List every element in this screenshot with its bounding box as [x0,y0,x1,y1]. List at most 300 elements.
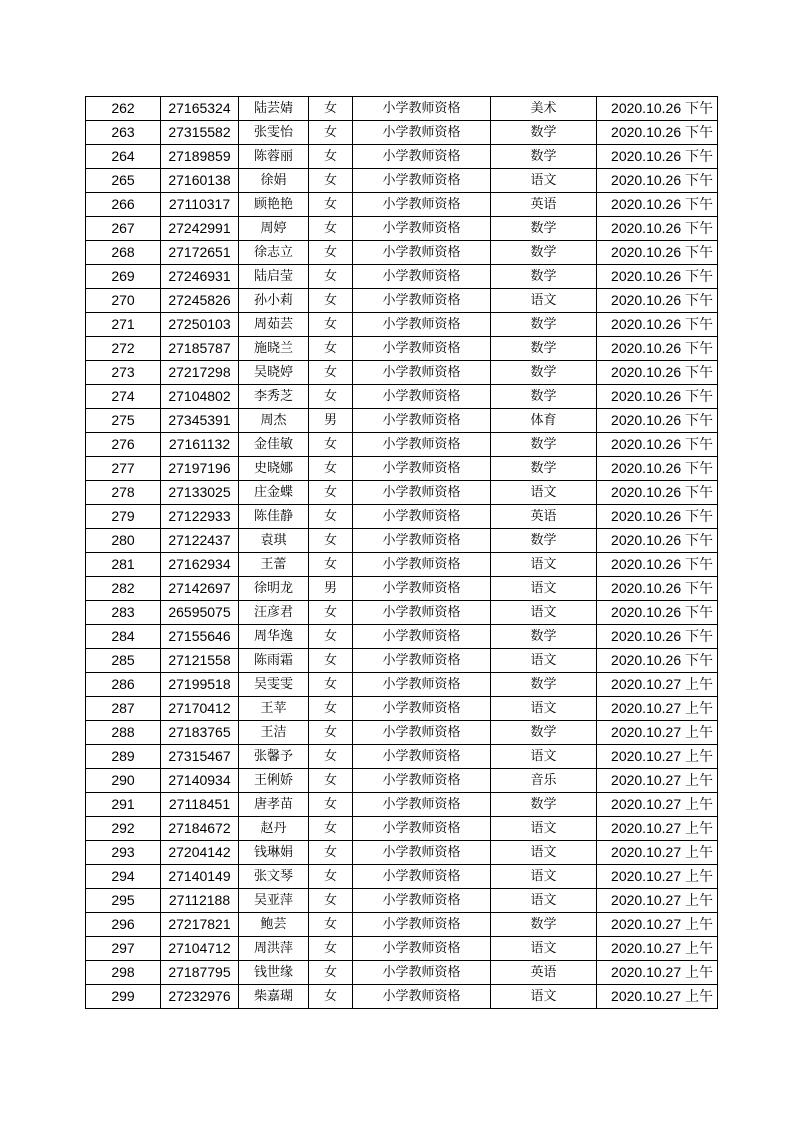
candidate-name: 徐明龙 [239,577,309,601]
candidate-gender: 女 [309,721,353,745]
certificate-category: 小学教师资格 [353,793,491,817]
table-row [86,985,718,1009]
candidate-gender: 女 [309,145,353,169]
row-number: 267 [86,217,161,241]
table-row [86,577,718,601]
certificate-category: 小学教师资格 [353,385,491,409]
exam-subject: 语文 [491,745,597,769]
candidate-id: 27140149 [161,865,239,889]
candidate-gender: 女 [309,97,353,121]
row-number: 276 [86,433,161,457]
candidate-name: 钱世缘 [239,961,309,985]
candidate-gender: 女 [309,481,353,505]
table-row [86,241,718,265]
table-row [86,649,718,673]
exam-subject: 语文 [491,553,597,577]
table-row [86,121,718,145]
interview-time: 2020.10.26 下午 [597,625,718,649]
exam-subject: 语文 [491,601,597,625]
interview-time: 2020.10.27 上午 [597,745,718,769]
certificate-category: 小学教师资格 [353,409,491,433]
candidate-name: 陈佳静 [239,505,309,529]
table-row [86,697,718,721]
table-row [86,169,718,193]
certificate-category: 小学教师资格 [353,577,491,601]
row-number: 296 [86,913,161,937]
row-number: 288 [86,721,161,745]
candidate-name: 金佳敏 [239,433,309,457]
candidate-id: 27122933 [161,505,239,529]
candidate-id: 27242991 [161,217,239,241]
candidate-gender: 女 [309,793,353,817]
row-number: 262 [86,97,161,121]
candidate-id: 27140934 [161,769,239,793]
table-row [86,505,718,529]
exam-subject: 数学 [491,313,597,337]
exam-subject: 数学 [491,529,597,553]
candidate-gender: 女 [309,433,353,457]
candidate-id: 27172651 [161,241,239,265]
candidate-id: 27315582 [161,121,239,145]
candidate-gender: 女 [309,505,353,529]
table-row [86,745,718,769]
exam-subject: 数学 [491,121,597,145]
table-row [86,937,718,961]
table-row [86,265,718,289]
exam-subject: 语文 [491,481,597,505]
certificate-category: 小学教师资格 [353,265,491,289]
row-number: 265 [86,169,161,193]
exam-subject: 语文 [491,985,597,1009]
interview-time: 2020.10.26 下午 [597,649,718,673]
certificate-category: 小学教师资格 [353,745,491,769]
table-row [86,889,718,913]
exam-subject: 语文 [491,841,597,865]
table-row [86,433,718,457]
candidate-name: 吴晓婷 [239,361,309,385]
certificate-category: 小学教师资格 [353,97,491,121]
candidate-gender: 女 [309,241,353,265]
candidate-id: 27246931 [161,265,239,289]
interview-time: 2020.10.26 下午 [597,217,718,241]
table-row [86,529,718,553]
certificate-category: 小学教师资格 [353,433,491,457]
row-number: 286 [86,673,161,697]
interview-time: 2020.10.27 上午 [597,769,718,793]
table-row [86,193,718,217]
candidate-id: 27161132 [161,433,239,457]
candidate-gender: 女 [309,601,353,625]
row-number: 293 [86,841,161,865]
certificate-category: 小学教师资格 [353,865,491,889]
interview-time: 2020.10.26 下午 [597,97,718,121]
row-number: 290 [86,769,161,793]
exam-subject: 数学 [491,385,597,409]
certificate-category: 小学教师资格 [353,145,491,169]
candidate-name: 陆启莹 [239,265,309,289]
certificate-category: 小学教师资格 [353,121,491,145]
candidate-name: 周杰 [239,409,309,433]
certificate-category: 小学教师资格 [353,361,491,385]
interview-time: 2020.10.27 上午 [597,841,718,865]
candidate-gender: 女 [309,697,353,721]
candidate-gender: 女 [309,289,353,313]
candidate-gender: 女 [309,217,353,241]
table-row [86,553,718,577]
certificate-category: 小学教师资格 [353,193,491,217]
row-number: 282 [86,577,161,601]
candidate-gender: 女 [309,985,353,1009]
candidate-gender: 女 [309,313,353,337]
certificate-category: 小学教师资格 [353,721,491,745]
exam-subject: 语文 [491,697,597,721]
certificate-category: 小学教师资格 [353,601,491,625]
row-number: 278 [86,481,161,505]
candidate-gender: 女 [309,121,353,145]
certificate-category: 小学教师资格 [353,625,491,649]
interview-time: 2020.10.26 下午 [597,313,718,337]
candidate-name: 袁琪 [239,529,309,553]
table-row [86,217,718,241]
candidate-id: 27122437 [161,529,239,553]
table-row [86,961,718,985]
candidate-id: 27165324 [161,97,239,121]
interview-time: 2020.10.27 上午 [597,985,718,1009]
candidate-name: 吴亚萍 [239,889,309,913]
candidate-gender: 女 [309,457,353,481]
certificate-category: 小学教师资格 [353,817,491,841]
certificate-category: 小学教师资格 [353,553,491,577]
candidate-name: 孙小莉 [239,289,309,313]
candidate-id: 27204142 [161,841,239,865]
exam-subject: 语文 [491,649,597,673]
row-number: 266 [86,193,161,217]
interview-time: 2020.10.27 上午 [597,913,718,937]
certificate-category: 小学教师资格 [353,913,491,937]
exam-subject: 音乐 [491,769,597,793]
certificate-category: 小学教师资格 [353,529,491,553]
exam-subject: 英语 [491,193,597,217]
candidate-gender: 女 [309,745,353,769]
interview-time: 2020.10.27 上午 [597,721,718,745]
interview-time: 2020.10.26 下午 [597,505,718,529]
candidate-name: 周茹芸 [239,313,309,337]
candidate-id: 27118451 [161,793,239,817]
row-number: 289 [86,745,161,769]
certificate-category: 小学教师资格 [353,505,491,529]
row-number: 298 [86,961,161,985]
certificate-category: 小学教师资格 [353,289,491,313]
row-number: 270 [86,289,161,313]
interview-time: 2020.10.27 上午 [597,817,718,841]
candidate-id: 27121558 [161,649,239,673]
candidate-id: 27232976 [161,985,239,1009]
interview-time: 2020.10.26 下午 [597,457,718,481]
candidate-name: 唐孝苗 [239,793,309,817]
exam-subject: 数学 [491,265,597,289]
interview-time: 2020.10.26 下午 [597,553,718,577]
candidate-id: 27345391 [161,409,239,433]
interview-time: 2020.10.26 下午 [597,361,718,385]
candidate-name: 顾艳艳 [239,193,309,217]
candidate-name: 鲍芸 [239,913,309,937]
interview-time: 2020.10.26 下午 [597,241,718,265]
candidate-id: 27110317 [161,193,239,217]
certificate-category: 小学教师资格 [353,769,491,793]
exam-subject: 语文 [491,169,597,193]
exam-subject: 语文 [491,577,597,601]
candidate-id: 27160138 [161,169,239,193]
row-number: 268 [86,241,161,265]
table-row [86,409,718,433]
row-number: 274 [86,385,161,409]
interview-time: 2020.10.26 下午 [597,409,718,433]
exam-subject: 语文 [491,289,597,313]
interview-time: 2020.10.26 下午 [597,193,718,217]
exam-subject: 语文 [491,937,597,961]
certificate-category: 小学教师资格 [353,313,491,337]
candidate-name: 庄金蝶 [239,481,309,505]
row-number: 283 [86,601,161,625]
table-row [86,289,718,313]
table-row [86,673,718,697]
exam-subject: 数学 [491,241,597,265]
row-number: 281 [86,553,161,577]
candidate-name: 徐志立 [239,241,309,265]
candidate-id: 27183765 [161,721,239,745]
candidate-name: 施晓兰 [239,337,309,361]
table-row [86,361,718,385]
candidate-name: 柴嘉瑚 [239,985,309,1009]
interview-time: 2020.10.27 上午 [597,697,718,721]
candidate-gender: 男 [309,409,353,433]
table-row [86,145,718,169]
candidate-name: 汪彦君 [239,601,309,625]
exam-subject: 数学 [491,721,597,745]
exam-subject: 数学 [491,673,597,697]
table-row [86,97,718,121]
row-number: 279 [86,505,161,529]
candidate-gender: 女 [309,361,353,385]
candidate-id: 27197196 [161,457,239,481]
row-number: 273 [86,361,161,385]
candidate-gender: 女 [309,529,353,553]
interview-time: 2020.10.27 上午 [597,961,718,985]
candidate-id: 27315467 [161,745,239,769]
candidate-name: 陈蓉丽 [239,145,309,169]
candidate-name: 赵丹 [239,817,309,841]
candidate-gender: 男 [309,577,353,601]
candidate-id: 27185787 [161,337,239,361]
row-number: 295 [86,889,161,913]
table-row [86,913,718,937]
interview-time: 2020.10.27 上午 [597,673,718,697]
row-number: 277 [86,457,161,481]
certificate-category: 小学教师资格 [353,841,491,865]
certificate-category: 小学教师资格 [353,697,491,721]
candidate-id: 27217821 [161,913,239,937]
candidate-id: 27199518 [161,673,239,697]
candidate-id: 27155646 [161,625,239,649]
certificate-category: 小学教师资格 [353,649,491,673]
exam-subject: 数学 [491,457,597,481]
exam-subject: 英语 [491,505,597,529]
certificate-category: 小学教师资格 [353,169,491,193]
row-number: 297 [86,937,161,961]
candidate-name: 王洁 [239,721,309,745]
certificate-category: 小学教师资格 [353,961,491,985]
candidate-gender: 女 [309,625,353,649]
table-row [86,721,718,745]
table-row [86,337,718,361]
table-row [86,865,718,889]
candidate-id: 27142697 [161,577,239,601]
certificate-category: 小学教师资格 [353,241,491,265]
certificate-category: 小学教师资格 [353,337,491,361]
row-number: 292 [86,817,161,841]
candidate-name: 周华逸 [239,625,309,649]
row-number: 275 [86,409,161,433]
interview-time: 2020.10.26 下午 [597,577,718,601]
certificate-category: 小学教师资格 [353,457,491,481]
candidate-gender: 女 [309,265,353,289]
table-row [86,481,718,505]
candidate-gender: 女 [309,385,353,409]
candidate-name: 周洪萍 [239,937,309,961]
candidate-name: 史晓娜 [239,457,309,481]
exam-subject: 数学 [491,145,597,169]
row-number: 263 [86,121,161,145]
exam-subject: 美术 [491,97,597,121]
certificate-category: 小学教师资格 [353,481,491,505]
certificate-category: 小学教师资格 [353,673,491,697]
exam-subject: 数学 [491,625,597,649]
candidate-gender: 女 [309,553,353,577]
candidate-name: 徐娟 [239,169,309,193]
exam-subject: 语文 [491,817,597,841]
certificate-category: 小学教师资格 [353,217,491,241]
candidate-name: 张馨予 [239,745,309,769]
interview-time: 2020.10.26 下午 [597,385,718,409]
exam-subject: 数学 [491,433,597,457]
candidate-gender: 女 [309,649,353,673]
interview-time: 2020.10.27 上午 [597,865,718,889]
candidate-id: 27184672 [161,817,239,841]
certificate-category: 小学教师资格 [353,889,491,913]
candidate-name: 李秀芝 [239,385,309,409]
candidate-table [85,96,718,1009]
candidate-gender: 女 [309,673,353,697]
interview-time: 2020.10.26 下午 [597,337,718,361]
candidate-gender: 女 [309,913,353,937]
certificate-category: 小学教师资格 [353,937,491,961]
candidate-name: 王蕾 [239,553,309,577]
interview-time: 2020.10.26 下午 [597,481,718,505]
certificate-category: 小学教师资格 [353,985,491,1009]
interview-time: 2020.10.27 上午 [597,937,718,961]
candidate-id: 27217298 [161,361,239,385]
interview-time: 2020.10.27 上午 [597,793,718,817]
candidate-name: 张雯怡 [239,121,309,145]
exam-subject: 数学 [491,913,597,937]
table-row [86,385,718,409]
table-row [86,793,718,817]
row-number: 294 [86,865,161,889]
row-number: 271 [86,313,161,337]
interview-time: 2020.10.27 上午 [597,889,718,913]
table-row [86,769,718,793]
interview-time: 2020.10.26 下午 [597,169,718,193]
candidate-id: 27250103 [161,313,239,337]
candidate-gender: 女 [309,889,353,913]
row-number: 272 [86,337,161,361]
candidate-gender: 女 [309,841,353,865]
candidate-name: 张文琴 [239,865,309,889]
candidate-name: 王苹 [239,697,309,721]
exam-subject: 语文 [491,889,597,913]
candidate-gender: 女 [309,193,353,217]
candidate-name: 钱琳娟 [239,841,309,865]
row-number: 269 [86,265,161,289]
candidate-gender: 女 [309,169,353,193]
interview-time: 2020.10.26 下午 [597,265,718,289]
row-number: 287 [86,697,161,721]
candidate-name: 吴雯雯 [239,673,309,697]
candidate-id: 27112188 [161,889,239,913]
exam-subject: 数学 [491,793,597,817]
candidate-id: 26595075 [161,601,239,625]
candidate-name: 周婷 [239,217,309,241]
row-number: 285 [86,649,161,673]
candidate-gender: 女 [309,937,353,961]
table-row [86,625,718,649]
candidate-id: 27245826 [161,289,239,313]
exam-subject: 语文 [491,865,597,889]
candidate-gender: 女 [309,337,353,361]
candidate-table-body [86,97,718,1009]
table-row [86,313,718,337]
table-row [86,601,718,625]
exam-subject: 体育 [491,409,597,433]
candidate-gender: 女 [309,961,353,985]
row-number: 291 [86,793,161,817]
row-number: 280 [86,529,161,553]
candidate-gender: 女 [309,769,353,793]
table-row [86,841,718,865]
interview-time: 2020.10.26 下午 [597,121,718,145]
exam-subject: 数学 [491,361,597,385]
candidate-id: 27104802 [161,385,239,409]
row-number: 264 [86,145,161,169]
candidate-gender: 女 [309,865,353,889]
candidate-name: 王俐娇 [239,769,309,793]
candidate-id: 27133025 [161,481,239,505]
table-row [86,817,718,841]
candidate-gender: 女 [309,817,353,841]
row-number: 299 [86,985,161,1009]
candidate-name: 陈雨霜 [239,649,309,673]
interview-time: 2020.10.26 下午 [597,433,718,457]
candidate-id: 27104712 [161,937,239,961]
candidate-id: 27189859 [161,145,239,169]
candidate-id: 27162934 [161,553,239,577]
candidate-id: 27170412 [161,697,239,721]
interview-time: 2020.10.26 下午 [597,601,718,625]
exam-subject: 英语 [491,961,597,985]
row-number: 284 [86,625,161,649]
candidate-id: 27187795 [161,961,239,985]
interview-time: 2020.10.26 下午 [597,145,718,169]
